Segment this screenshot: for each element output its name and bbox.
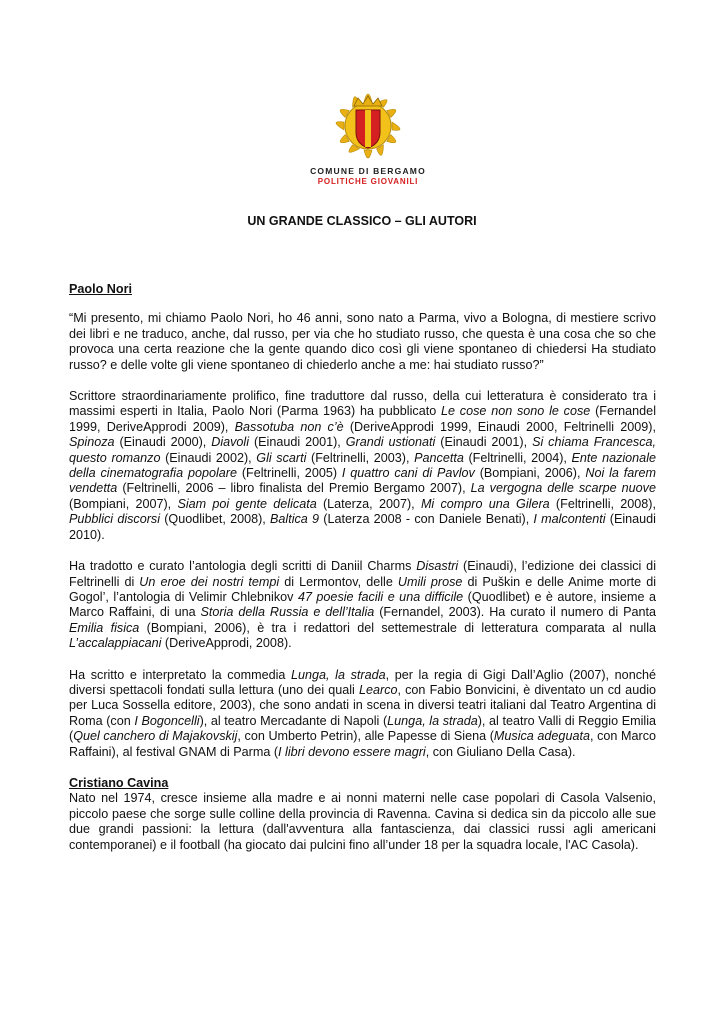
department-name: POLITICHE GIOVANILI — [317, 177, 419, 186]
text: , con Umberto Petrin), alle Papesse di Siena ( — [237, 729, 494, 744]
text: , con Fabio Bonvicini, è diventato un cd audio per Luca Sossella editore, 2003), che sono andati in scena in diversi teatri italiani dal Teatro Argentina di Roma (con — [69, 682, 656, 728]
work-title: Lunga, la strada — [387, 713, 478, 728]
text: Scrittore straordinariamente prolifico, fine traduttore dal russo, della cui letteratura è considerato tra i massimi esperti in Italia, Paolo Nori (Parma 1963) ha pubblicato — [69, 389, 656, 419]
text: ), al teatro Valli di Reggio Emilia ( — [69, 713, 656, 744]
book-title: I quattro cani di Pavlov — [341, 466, 475, 481]
author-quote: “Mi presento, mi chiamo Paolo Nori, ho 46 anni, sono nato a Parma, vivo a Bologna, di mestiere scrivo dei libri e ne traduco, anche, dal russo, per via che ho studiato russo, che questa è una cosa che so che provoca una certa reazione che la gente quando dico così gli viene spontaneo di chiedersi Ha studiato russo? e delle volte gli viene spontaneo di chiederlo anche a me: hai studiato russo?” — [69, 311, 656, 372]
work-title: I libri devono essere magri — [278, 744, 426, 759]
bio-paragraph-cavina: Nato nel 1974, cresce insieme alla madre e ai nonni materni nelle case popolari di Casola Valsenio, piccolo paese che sorge sulle colline della provincia di Ravenna. Cavina si dedica sin da piccolo alle sue due grandi passioni: la lettura (dall'avventura alla fantascienza, dai classici russi agli americani contemporanei) e il football (ha giocato dai pulcini fino all’under 18 per la squadra locale, l'AC Casola). — [69, 791, 656, 852]
book-title: Bassotuba non c’è — [234, 419, 344, 434]
text: (Feltrinelli, 2008), — [549, 496, 656, 511]
text: (Feltrinelli, 2004), — [463, 450, 572, 465]
text: , per la regia di Gigi Dall’Aglio (2007), nonché diversi spettacoli fondati sulla lettura (uno dei quali — [69, 667, 656, 697]
book-title: Pubblici discorsi — [69, 512, 161, 527]
text: (Einaudi 2010). — [69, 512, 656, 542]
organization-name: COMUNE DI BERGAMO — [310, 166, 426, 176]
book-title: Spinoza — [69, 435, 115, 450]
document-body — [69, 282, 656, 853]
work-title: Musica adeguata — [493, 729, 590, 744]
text: (Bompiani, 2007), — [69, 496, 178, 511]
book-title: Noi la farem vendetta — [69, 466, 656, 496]
text: (Einaudi 2002), — [160, 450, 257, 465]
text: (Fernandel, 2003). Ha curato il numero di Panta — [374, 605, 657, 620]
book-title: Diavoli — [211, 435, 250, 450]
work-title: I Bogoncelli — [134, 713, 200, 728]
text: (Einaudi 2000), — [114, 435, 212, 450]
book-title: Un eroe dei nostri tempi — [139, 574, 280, 589]
text: (Fernandel 1999, DeriveApprodi 2009), — [69, 404, 656, 434]
text: (Einaudi), l’edizione dei classici di Feltrinelli di — [69, 559, 656, 589]
book-title: Si chiama Francesca, questo romanzo — [69, 435, 656, 465]
book-title: Gli scarti — [256, 450, 307, 465]
text: , con Giuliano Della Casa). — [425, 744, 576, 759]
book-title: Mi compro una Gilera — [420, 496, 550, 511]
book-title: Le cose non sono le cose — [441, 404, 591, 419]
author-heading-cristiano-cavina: Cristiano Cavina — [69, 775, 169, 790]
book-title: Umili prose — [397, 574, 463, 589]
author-heading-paolo-nori: Paolo Nori — [69, 282, 132, 296]
book-title: La vergogna delle scarpe nuove — [470, 481, 656, 496]
bio-paragraph-publications — [69, 389, 656, 543]
text: (Bompiani, 2006), — [474, 466, 586, 481]
work-title: Lunga, la strada — [291, 667, 386, 682]
text: (Feltrinelli, 2003), — [306, 450, 415, 465]
book-title: Ente nazionale della cinematografia popolare — [69, 450, 656, 481]
book-title: 47 poesie facili e una difficile — [297, 589, 464, 604]
text: (Laterza 2008 - con Daniele Benati), — [319, 512, 534, 527]
text: Ha scritto e interpretato la commedia — [69, 667, 292, 682]
sun-crest-icon — [318, 84, 418, 164]
logo — [298, 84, 438, 186]
book-title: I malcontenti — [533, 512, 606, 527]
text: (Quodlibet) e è autore, insieme a Marco Raffaini, di una — [69, 589, 656, 620]
text: di Lermontov, delle — [279, 574, 398, 589]
text: (Feltrinelli, 2005) — [236, 466, 342, 481]
book-title: L’accalappiacani — [69, 636, 162, 651]
book-title: Siam poi gente delicata — [177, 496, 317, 511]
text: , con Marco Raffaini), al festival GNAM di Parma ( — [69, 729, 656, 759]
bio-paragraph-translations — [69, 559, 656, 651]
text: (Quodlibet, 2008), — [160, 512, 270, 527]
text: (DeriveApprodi, 2008). — [161, 636, 292, 651]
book-title: Emilia fisica — [69, 620, 140, 635]
text: (Einaudi 2001), — [435, 435, 533, 450]
document-title: UN GRANDE CLASSICO – GLI AUTORI — [247, 214, 477, 228]
book-title: Disastri — [416, 559, 459, 574]
text: di Puškin e delle Anime morte di Gogol’, l’antologia di Velimir Chlebnikov — [69, 574, 657, 604]
text: ), al teatro Mercadante di Napoli ( — [199, 713, 388, 728]
bio-paragraph-theatre — [69, 668, 656, 760]
work-title: Quel canchero di Majakovskij — [73, 729, 238, 744]
book-title: Pancetta — [414, 450, 464, 465]
text: (Laterza, 2007), — [316, 496, 421, 511]
text: (DeriveApprodi 1999, Einaudi 2000, Feltrinelli 2009), — [343, 419, 656, 434]
text: (Bompiani, 2006), è tra i redattori del settemestrale di letteratura comparata al nulla — [139, 620, 656, 635]
book-title: Grandi ustionati — [345, 435, 436, 450]
text: Ha tradotto e curato l’antologia degli scritti di Daniil Charms — [69, 559, 417, 574]
book-title: Storia della Russia e dell’Italia — [200, 605, 375, 620]
work-title: Learco — [358, 682, 398, 697]
book-title: Baltica 9 — [270, 512, 320, 527]
text: (Feltrinelli, 2006 – libro finalista del Premio Bergamo 2007), — [117, 481, 471, 496]
text: (Einaudi 2001), — [249, 435, 346, 450]
